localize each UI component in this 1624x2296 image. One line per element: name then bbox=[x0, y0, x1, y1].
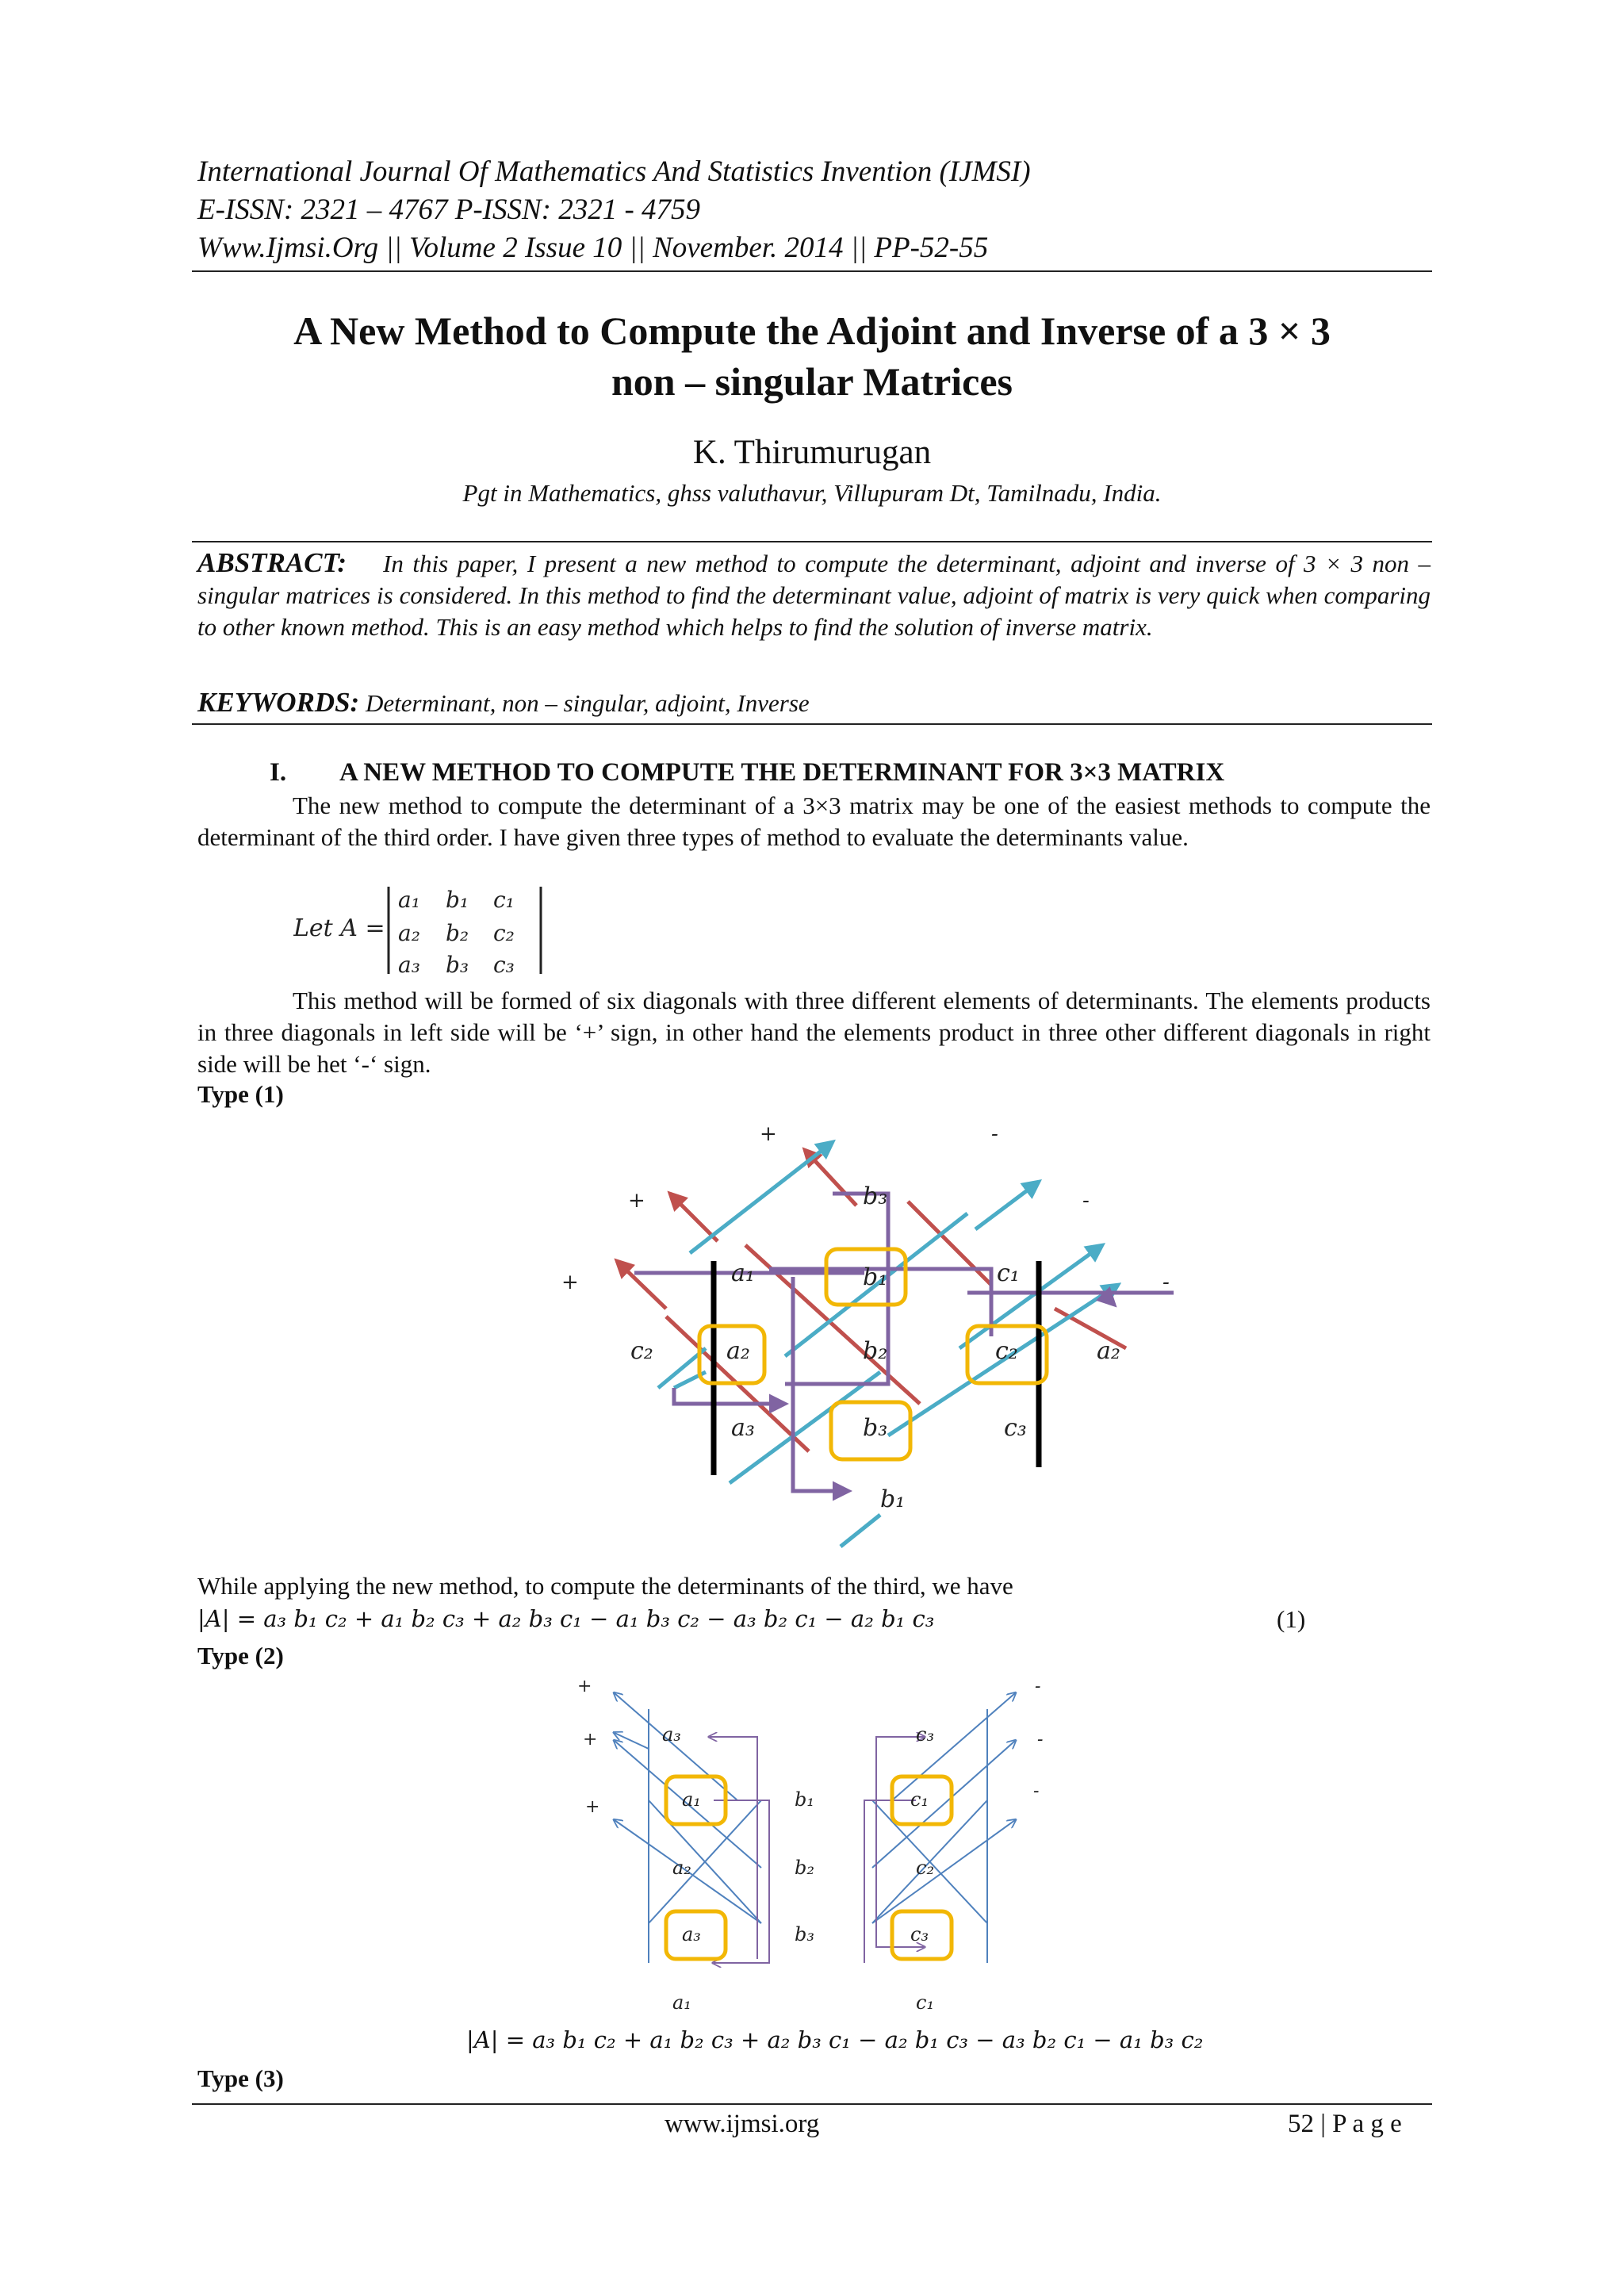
t1-label-c3: c₃ bbox=[1004, 1414, 1027, 1442]
t1-label-b1: b₁ bbox=[863, 1263, 888, 1291]
t1-sign-minus-1: - bbox=[991, 1122, 998, 1146]
t2-label-a2: a₂ bbox=[672, 1857, 691, 1879]
abstract-label: ABSTRACT: bbox=[197, 547, 347, 578]
keywords bbox=[197, 687, 810, 719]
keywords-text: Determinant, non – singular, adjoint, Inverse bbox=[365, 689, 810, 717]
t2-label-b2: b₂ bbox=[795, 1857, 814, 1879]
t2-sign-minus-2: - bbox=[1037, 1730, 1044, 1750]
author-name: K. Thirumurugan bbox=[692, 434, 932, 471]
t2-label-c3: c₃ bbox=[910, 1923, 929, 1945]
applying-text: While applying the new method, to compute the determinants of the third, we have bbox=[197, 1572, 1013, 1600]
footer-page-number: 52 | P a g e bbox=[1288, 2110, 1402, 2138]
author-affiliation: Pgt in Mathematics, ghss valuthavur, Villupuram Dt, Tamilnadu, India. bbox=[462, 479, 1162, 507]
type1-diagram bbox=[547, 1118, 1182, 1562]
t1-label-c1: c₁ bbox=[997, 1259, 1020, 1287]
t2-sign-minus-1: - bbox=[1035, 1677, 1041, 1696]
header-rule bbox=[192, 270, 1432, 272]
matrix-cell: a₁ bbox=[398, 887, 420, 913]
abstract-top-rule bbox=[192, 541, 1432, 542]
abstract-text: In this paper, I present a new method to compute the determinant, adjoint and inverse of 3 × 3 non – singular matrices is considered. In this method to find the determinant value, adjoint of matrix is very quick when comparing to other known method. This is an easy method which helps to find the solution of inverse matrix. bbox=[197, 550, 1431, 641]
t1-sign-plus-3: + bbox=[561, 1271, 579, 1294]
t2-label-c1: c₁ bbox=[910, 1788, 929, 1811]
matrix-cell: c₁ bbox=[493, 887, 515, 913]
t1-label-c2: c₂ bbox=[995, 1337, 1018, 1365]
t1-sign-minus-2: - bbox=[1082, 1189, 1090, 1213]
t2-label-a3-top: a₃ bbox=[662, 1723, 681, 1746]
journal-name: International Journal Of Mathematics And Statistics Invention (IJMSI) bbox=[197, 155, 1031, 188]
t2-label-c1-bottom: c₁ bbox=[916, 1991, 935, 2010]
type2-diagram bbox=[555, 1669, 1078, 2010]
section-number: I. bbox=[270, 758, 287, 787]
t2-sign-plus-3: + bbox=[585, 1797, 600, 1817]
matrix-cell: c₂ bbox=[493, 920, 515, 946]
matrix-cell: b₁ bbox=[446, 887, 469, 913]
equation-1: |A| = a₃ b₁ c₂ + a₁ b₂ c₃ + a₂ b₃ c₁ − a₁ b₃ c₂ − a₃ b₂ c₁ − a₂ b₁ c₃ bbox=[197, 1605, 935, 1632]
t1-sign-plus-1: + bbox=[760, 1122, 777, 1146]
section-title: A NEW METHOD TO COMPUTE THE DETERMINANT FOR 3×3 MATRIX bbox=[339, 758, 1225, 787]
t2-sign-plus-1: + bbox=[577, 1677, 592, 1696]
t1-label-a2: a₂ bbox=[726, 1337, 750, 1365]
keywords-label: KEYWORDS: bbox=[197, 687, 360, 718]
equation-2: |A| = a₃ b₁ c₂ + a₁ b₂ c₃ + a₂ b₃ c₁ − a₂ b₁ c₃ − a₃ b₂ c₁ − a₁ b₃ c₂ bbox=[466, 2026, 1204, 2053]
t2-sign-plus-2: + bbox=[583, 1730, 598, 1750]
t2-label-c2: c₂ bbox=[916, 1857, 935, 1879]
matrix-cell: c₃ bbox=[493, 952, 515, 977]
t2-label-c3-top: c₃ bbox=[916, 1723, 935, 1746]
matrix-cell: b₂ bbox=[446, 920, 469, 946]
paragraph-2-text: This method will be formed of six diagonals with three different elements of determinants. The elements products in three diagonals in left side will be ‘+’ sign, in other hand the elements product in three other different diagonals in right side will be het ‘-‘ sign. bbox=[197, 987, 1431, 1078]
paragraph-1-text: The new method to compute the determinant of a 3×3 matrix may be one of the easiest methods to compute the determinant of the third order. I have given three types of method to evaluate the determinants value. bbox=[197, 792, 1431, 851]
t1-label-c2-left: c₂ bbox=[630, 1337, 653, 1365]
section-heading bbox=[270, 758, 1224, 788]
paper-title-line1: A New Method to Compute the Adjoint and Inverse of a 3 × 3 bbox=[293, 309, 1331, 353]
t1-label-b1-bottom: b₁ bbox=[880, 1485, 906, 1513]
t1-label-b3-box: b₃ bbox=[863, 1414, 888, 1442]
t1-sign-minus-3: - bbox=[1162, 1271, 1170, 1294]
type3-label: Type (3) bbox=[197, 2064, 284, 2092]
journal-issue: Www.Ijmsi.Org || Volume 2 Issue 10 || November. 2014 || PP-52-55 bbox=[197, 232, 989, 264]
type1-label: Type (1) bbox=[197, 1080, 284, 1108]
t1-label-a3: a₃ bbox=[731, 1414, 755, 1442]
type2-label: Type (2) bbox=[197, 1642, 284, 1669]
equation-1-number: (1) bbox=[1277, 1605, 1306, 1633]
journal-issn: E-ISSN: 2321 – 4767 P-ISSN: 2321 - 4759 bbox=[197, 194, 701, 226]
paper-title-line2: non – singular Matrices bbox=[611, 359, 1013, 404]
matrix-definition bbox=[293, 882, 563, 977]
section-paragraph-1 bbox=[197, 790, 1431, 853]
t2-label-a1: a₁ bbox=[682, 1788, 701, 1811]
t1-sign-plus-2: + bbox=[628, 1189, 645, 1213]
abstract bbox=[197, 547, 1431, 643]
t2-label-a3: a₃ bbox=[682, 1923, 701, 1945]
matrix-cell: b₃ bbox=[446, 952, 469, 977]
abstract-bottom-rule bbox=[192, 723, 1432, 725]
footer-website[interactable]: www.ijmsi.org bbox=[665, 2110, 820, 2138]
matrix-cell: a₂ bbox=[398, 920, 420, 946]
t1-label-a2-right: a₂ bbox=[1097, 1337, 1120, 1365]
t1-label-b3: b₃ bbox=[863, 1182, 888, 1210]
matrix-cell: a₃ bbox=[398, 952, 420, 977]
let-a-label: Let A = bbox=[293, 914, 385, 942]
t2-label-b1: b₁ bbox=[795, 1788, 814, 1811]
section-paragraph-2 bbox=[197, 985, 1431, 1080]
footer-rule bbox=[192, 2103, 1432, 2105]
t1-label-a1: a₁ bbox=[731, 1259, 755, 1287]
t2-sign-minus-3: - bbox=[1033, 1781, 1040, 1801]
t2-label-a1-bottom: a₁ bbox=[672, 1991, 691, 2010]
t1-label-b2: b₂ bbox=[863, 1337, 888, 1365]
t2-label-b3: b₃ bbox=[795, 1923, 814, 1945]
